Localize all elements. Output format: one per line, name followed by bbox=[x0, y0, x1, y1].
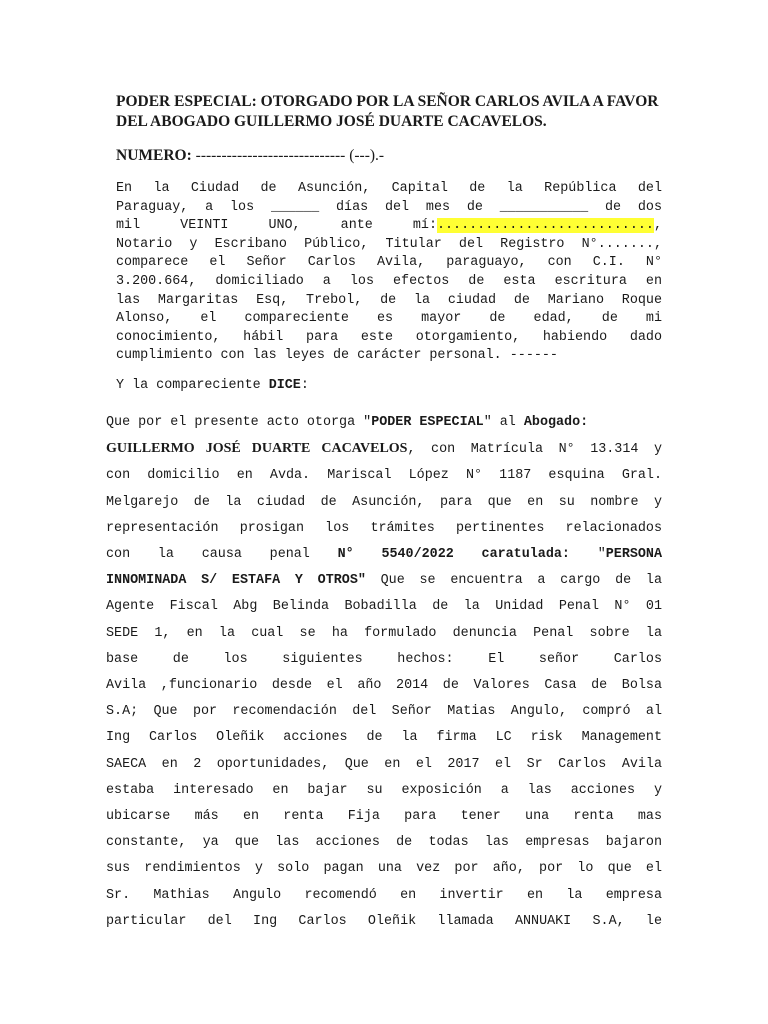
poder-especial-bold: PODER ESPECIAL bbox=[371, 415, 484, 430]
attorney-name-bold: GUILLERMO JOSÉ DUARTE CACAVELOS bbox=[106, 441, 408, 457]
paragraph-line: constante, ya que las acciones de todas las empresas bajaron bbox=[106, 835, 662, 851]
dice-suffix: : bbox=[300, 378, 309, 393]
dice-bold: DICE bbox=[268, 378, 301, 393]
paragraph-line: base de los siguientes hechos: El señor Carlos bbox=[106, 651, 662, 667]
numero-line bbox=[116, 146, 384, 166]
paragraph-line: S.A; Que por recomendación del Señor Matias Angulo, compró al bbox=[106, 704, 662, 720]
line-text: Que se encuentra a cargo de la bbox=[365, 573, 662, 589]
dice-line bbox=[116, 376, 309, 396]
paragraph-line: Paraguay, a los ______ días del mes de ___________ de dos bbox=[116, 199, 662, 215]
line-text: " bbox=[569, 547, 606, 563]
numero-label: NUMERO: bbox=[116, 147, 192, 164]
declaration-paragraph bbox=[106, 410, 662, 935]
paragraph-line: Ing Carlos Oleñik acciones de la firma LC risk Management bbox=[106, 730, 662, 746]
paragraph-line: En la Ciudad de Asunción, Capital de la República del bbox=[116, 181, 662, 196]
paragraph-line: 3.200.664, domiciliado a los efectos de esta escritura en bbox=[116, 273, 662, 289]
line-text: Que por el presente acto otorga " bbox=[106, 415, 372, 430]
paragraph-line: cumplimiento con las leyes de carácter personal. ------ bbox=[116, 348, 558, 364]
paragraph-line: Notario y Escribano Público, Titular del Registro N°......., bbox=[116, 236, 662, 252]
paragraph-line: Sr. Mathias Angulo recomendó en invertir en la empresa bbox=[106, 887, 662, 903]
paragraph-line: estaba interesado en bajar su exposición a las acciones y bbox=[106, 782, 662, 798]
paragraph-line: Avila ,funcionario desde el año 2014 de Valores Casa de Bolsa bbox=[106, 678, 662, 694]
appearance-paragraph bbox=[116, 180, 662, 366]
case-title-bold: INNOMINADA S/ ESTAFA Y OTROS" bbox=[106, 573, 366, 589]
notary-name-highlight: ........................... bbox=[436, 218, 654, 234]
paragraph-line: Agente Fiscal Abg Belinda Bobadilla de la Unidad Penal N° 01 bbox=[106, 599, 662, 615]
paragraph-line: representación prosigan los trámites pertinentes relacionados bbox=[106, 520, 662, 536]
line-text: , bbox=[653, 218, 662, 234]
paragraph-line: sus rendimientos y solo pagan una vez por año, por lo que el bbox=[106, 861, 662, 877]
paragraph-line: con domicilio en Avda. Mariscal López N° 1187 esquina Gral. bbox=[106, 468, 662, 484]
document-title: PODER ESPECIAL: OTORGADO POR LA SEÑOR CARLOS AVILA A FAVOR DEL ABOGADO GUILLERMO JOSÉ DUARTE CACAVELOS. bbox=[116, 93, 659, 130]
paragraph-line bbox=[106, 568, 662, 594]
paragraph-line: Alonso, el compareciente es mayor de edad, de mi bbox=[116, 311, 662, 327]
paragraph-line: conocimiento, hábil para este otorgamiento, habiendo dado bbox=[116, 329, 662, 345]
paragraph-line bbox=[116, 217, 662, 236]
line-text: mil VEINTI UNO, ante mí: bbox=[116, 218, 437, 234]
line-text: " al bbox=[483, 415, 524, 430]
paragraph-line bbox=[106, 410, 662, 436]
line-text: con la causa penal bbox=[106, 547, 338, 563]
paragraph-line bbox=[106, 436, 662, 463]
paragraph-line: ubicarse más en renta Fija para tener una renta mas bbox=[106, 809, 662, 825]
paragraph-line: SEDE 1, en la cual se ha formulado denuncia Penal sobre la bbox=[106, 625, 662, 641]
paragraph-line: comparece el Señor Carlos Avila, paraguayo, con C.I. N° bbox=[116, 255, 662, 271]
paragraph-line: Melgarejo de la ciudad de Asunción, para que en su nombre y bbox=[106, 494, 662, 510]
paragraph-line: las Margaritas Esq, Trebol, de la ciudad de Mariano Roque bbox=[116, 292, 662, 308]
case-title-bold: PERSONA bbox=[605, 547, 662, 563]
numero-value: ----------------------------- (---).- bbox=[191, 147, 385, 164]
line-text: , con Matrícula N° 13.314 y bbox=[407, 442, 663, 458]
case-number-bold: N° 5540/2022 caratulada: bbox=[337, 547, 570, 563]
abogado-bold: Abogado: bbox=[523, 415, 589, 430]
paragraph-line: SAECA en 2 oportunidades, Que en el 2017 el Sr Carlos Avila bbox=[106, 756, 662, 772]
paragraph-line: particular del Ing Carlos Oleñik llamada ANNUAKI S.A, le bbox=[106, 913, 662, 929]
dice-prefix: Y la compareciente bbox=[116, 378, 269, 393]
paragraph-line bbox=[106, 542, 662, 568]
